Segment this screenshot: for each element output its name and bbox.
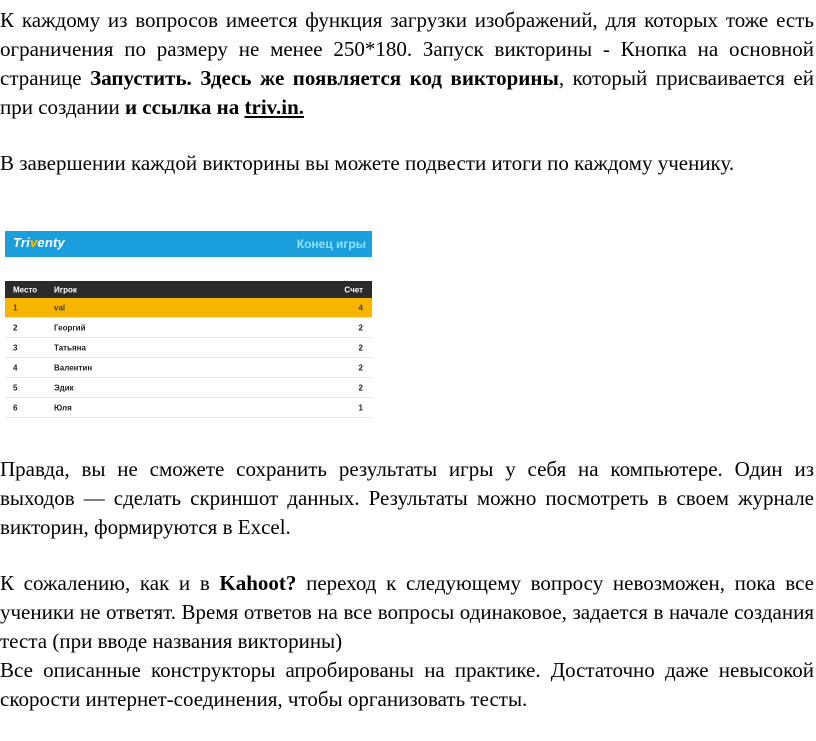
table-row [5,318,372,338]
table-row [5,378,372,398]
col-player-header: Игрок [54,285,77,294]
results-table [5,281,372,418]
row-player: Валентин [54,363,93,372]
col-place-header: Место [13,285,38,294]
results-screenshot [5,231,372,415]
para4-bold: Kahoot? [219,571,297,595]
row-place: 1 [13,303,18,312]
para4-text-b: переход к следующему вопросу невозможен, пока все ученики не ответят. Время ответов на все вопросы одинаковое, задается в начале создания теста (при вводе названия викторины) [0,571,814,653]
row-score: 4 [358,303,363,312]
para4-text-a: К сожалению, как и в [0,571,220,595]
para1-bold-b: и ссылка на [124,95,245,119]
para1-text-b: , который присваивается ей при создании [0,66,814,119]
paragraph-kahoot [0,569,814,656]
paragraph-save-results: Правда, вы не сможете сохранить результаты игры у себя на компьютере. Один из выходов — сделать скриншот данных. Результаты можно посмотреть в своем журнале викторин, формируются в Excel. [0,457,814,539]
triventy-logo: Triventy [13,235,65,250]
row-player: Юля [54,403,72,412]
table-row [5,398,372,418]
row-place: 3 [13,343,18,352]
triv-link[interactable]: triv.in. [244,95,305,119]
row-player: Эдик [54,383,74,392]
row-place: 6 [13,403,18,412]
para1-bold-a: Запустить. Здесь же появляется код викторины [90,66,559,90]
table-row [5,298,372,318]
row-player: val [54,303,66,312]
paragraph-results: В завершении каждой викторины вы можете подвести итоги по каждому ученику. [0,151,735,175]
table-row [5,338,372,358]
screenshot-header [5,231,372,257]
row-score: 2 [358,363,363,372]
row-score: 2 [358,343,363,352]
row-score: 1 [358,403,363,412]
row-place: 5 [13,383,18,392]
para1-text-a: К каждому из вопросов имеется функция загрузки изображений, для которых тоже есть ограничения по размеру не менее 250*180. Запуск викторины - Кнопка на основной странице [0,8,814,90]
row-player: Георгий [54,323,86,332]
table-header-row [5,281,372,298]
row-place: 4 [13,363,18,372]
game-over-title: Конец игры [296,237,366,251]
table-row [5,358,372,378]
row-score: 2 [358,383,363,392]
paragraph-conclusion: Все описанные конструкторы апробированы на практике. Достаточно даже невысокой скорости интернет-соединения, чтобы организовать тесты. [0,658,814,711]
row-player: Татьяна [54,343,86,352]
row-score: 2 [358,323,363,332]
row-place: 2 [13,323,18,332]
paragraph-image-upload [0,6,814,122]
col-score-header: Счет [344,285,363,294]
